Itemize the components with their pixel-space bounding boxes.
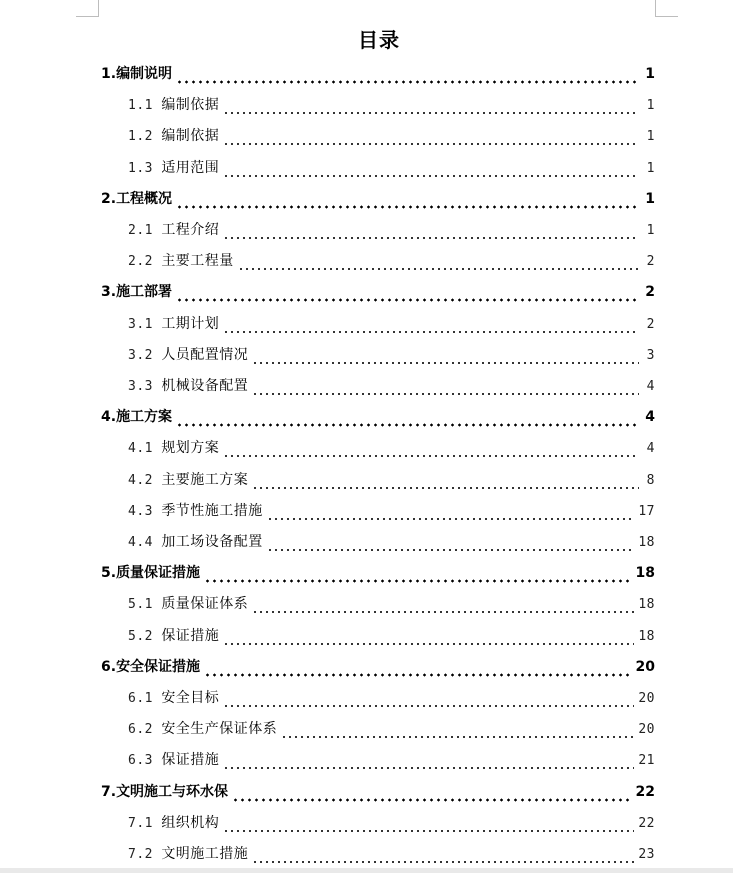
toc-entry-title: 安全生产保证体系	[161, 721, 278, 738]
toc-dot-leader	[176, 297, 639, 303]
toc-entry-title: 质量保证措施	[116, 565, 201, 582]
toc-entry[interactable]	[128, 812, 655, 834]
toc-entry[interactable]	[101, 562, 655, 584]
toc-entry-title: 保证措施	[161, 752, 220, 769]
toc-entry-title: 机械设备配置	[161, 378, 249, 394]
toc-entry-number: 7.2	[128, 847, 162, 862]
toc-entry-page-number: 1	[645, 190, 655, 207]
toc-entry-title: 加工场设备配置	[161, 534, 263, 550]
toc-dot-leader	[176, 204, 639, 210]
toc-entry-number: 2.2	[128, 254, 162, 270]
toc-entry[interactable]	[101, 781, 655, 803]
toc-entry-title: 质量保证体系	[161, 596, 249, 613]
toc-entry-number: 2.1	[128, 223, 162, 238]
toc-entry-page-number: 1	[646, 223, 655, 238]
toc-entry-page-number: 23	[638, 847, 655, 862]
toc-entry[interactable]	[101, 406, 655, 428]
toc-entry-page-number: 20	[638, 691, 655, 706]
toc-entry-number: 2.	[101, 190, 117, 207]
toc-dot-leader	[223, 141, 639, 147]
toc-entry-page-number: 1	[646, 129, 655, 145]
toc-entry-page-number: 1	[646, 98, 655, 114]
toc-dot-leader	[223, 641, 634, 647]
toc-entry-number: 4.	[101, 409, 117, 426]
toc-entry-number: 3.1	[128, 316, 162, 332]
toc-entry-page-number: 4	[646, 379, 655, 394]
toc-entry[interactable]	[128, 344, 655, 366]
toc-entry-number: 4.1	[128, 441, 162, 457]
toc-entry-number: 6.3	[128, 753, 162, 769]
toc-entry[interactable]	[128, 531, 655, 553]
toc-entry-page-number: 1	[645, 66, 655, 82]
toc-dot-leader	[223, 765, 634, 771]
toc-entry[interactable]	[101, 281, 655, 303]
toc-entry-page-number: 2	[646, 316, 655, 332]
toc-entry[interactable]	[128, 219, 655, 241]
toc-entry-page-number: 3	[646, 347, 655, 363]
toc-entry-title: 工程介绍	[161, 222, 220, 238]
toc-dot-leader	[223, 235, 639, 241]
crop-mark-top-right	[655, 0, 656, 16]
toc-dot-leader	[223, 453, 639, 459]
toc-entry-title: 季节性施工措施	[161, 502, 263, 519]
toc-entry-number: 5.1	[128, 597, 162, 613]
toc-entry-number: 3.3	[128, 379, 162, 394]
toc-entry-page-number: 2	[646, 254, 655, 270]
toc-entry-page-number: 21	[638, 753, 655, 769]
toc-dot-leader	[223, 110, 639, 116]
toc-entry-number: 5.	[101, 565, 117, 582]
toc-entry[interactable]	[128, 500, 655, 522]
toc-entry-title: 文明施工与环水保	[116, 783, 229, 800]
toc-entry[interactable]	[128, 125, 655, 147]
toc-entry-number: 1.1	[128, 98, 162, 114]
toc-entry-number: 3.2	[128, 347, 162, 363]
toc-entry-page-number: 1	[646, 160, 655, 176]
crop-mark-top-left	[98, 0, 99, 16]
toc-entry-number: 6.	[101, 658, 117, 675]
toc-entry-title: 文明施工措施	[161, 846, 249, 862]
toc-entry-number: 4.2	[128, 472, 162, 488]
toc-entry[interactable]	[128, 718, 655, 740]
toc-dot-leader	[281, 734, 634, 740]
toc-entry-number: 7.	[101, 783, 117, 800]
crop-mark-top-left	[76, 16, 99, 17]
toc-entry[interactable]	[128, 843, 655, 865]
toc-entry-title: 工程概况	[116, 190, 173, 207]
toc-entry-title: 施工部署	[116, 284, 173, 301]
toc-entry-title: 工期计划	[161, 315, 220, 332]
toc-entry-page-number: 18	[638, 597, 655, 613]
toc-entry-number: 6.2	[128, 722, 162, 738]
toc-entry[interactable]	[128, 469, 655, 491]
toc-entry-title: 编制依据	[161, 97, 220, 114]
toc-entry[interactable]	[128, 687, 655, 709]
toc-entry-number: 1.	[101, 66, 117, 82]
toc-entry-title: 施工方案	[116, 409, 173, 426]
toc-entry-page-number: 22	[635, 783, 655, 800]
toc-entry-page-number: 20	[635, 658, 655, 675]
toc-dot-leader	[223, 173, 639, 179]
toc-dot-leader	[267, 516, 635, 522]
toc-entry-title: 适用范围	[161, 159, 220, 176]
toc-dot-leader	[204, 578, 631, 584]
toc-entry-number: 1.2	[128, 129, 162, 145]
toc-entry-page-number: 22	[638, 815, 655, 831]
toc-entry[interactable]	[128, 749, 655, 771]
toc-entry-page-number: 18	[638, 628, 655, 644]
toc-entry[interactable]	[128, 437, 655, 459]
toc-entry-title: 人员配置情况	[161, 346, 249, 363]
toc-entry-number: 4.4	[128, 535, 162, 550]
toc-dot-leader	[267, 547, 635, 553]
toc-dot-leader	[223, 703, 634, 709]
toc-dot-leader	[252, 609, 634, 615]
toc-entry-page-number: 18	[635, 565, 655, 582]
toc-entry-title: 规划方案	[161, 440, 220, 457]
toc-entry[interactable]	[128, 313, 655, 335]
toc-dot-leader	[252, 360, 639, 366]
toc-entry-page-number: 8	[646, 472, 655, 488]
toc-dot-leader	[252, 859, 634, 865]
toc-dot-leader	[232, 797, 631, 803]
crop-mark-top-right	[655, 16, 678, 17]
toc-entry-title: 主要工程量	[161, 253, 234, 270]
toc-entry-title: 编制说明	[116, 66, 173, 82]
toc-entry[interactable]	[128, 157, 655, 179]
toc-entry[interactable]	[101, 188, 655, 210]
toc-entry-number: 6.1	[128, 691, 162, 706]
toc-entry[interactable]	[128, 250, 655, 272]
toc-entry-number: 5.2	[128, 628, 162, 644]
toc-dot-leader	[176, 422, 639, 428]
toc-entry-number: 4.3	[128, 503, 162, 519]
page-bottom-edge	[0, 868, 733, 873]
toc-entry[interactable]	[128, 593, 655, 615]
toc-title: 目录	[358, 28, 400, 52]
toc-entry[interactable]	[128, 375, 655, 397]
toc-entry-number: 7.1	[128, 815, 162, 831]
toc-entry-page-number: 18	[638, 535, 655, 550]
toc-entry-page-number: 20	[638, 722, 655, 738]
toc-entry-number: 1.3	[128, 160, 162, 176]
toc-dot-leader	[252, 391, 639, 397]
toc-entry[interactable]	[128, 625, 655, 647]
toc-entry-page-number: 4	[646, 441, 655, 457]
toc-dot-leader	[223, 329, 639, 335]
toc-entry-page-number: 2	[645, 284, 655, 301]
toc-entry-title: 保证措施	[161, 627, 220, 644]
toc-entry-title: 安全保证措施	[116, 658, 201, 675]
toc-entry-page-number: 4	[645, 409, 655, 426]
toc-entry-title: 组织机构	[161, 814, 220, 831]
toc-dot-leader	[252, 485, 639, 491]
toc-entry-title: 主要施工方案	[161, 471, 249, 488]
toc-entry-title: 编制依据	[161, 128, 220, 145]
toc-dot-leader	[238, 266, 639, 272]
toc-entry-title: 安全目标	[161, 690, 220, 706]
toc-entry-page-number: 17	[638, 503, 655, 519]
toc-entry[interactable]	[128, 94, 655, 116]
toc-dot-leader	[204, 672, 631, 678]
toc-entry[interactable]	[101, 656, 655, 678]
toc-entry[interactable]	[101, 63, 655, 85]
toc-dot-leader	[176, 79, 639, 85]
toc-dot-leader	[223, 828, 634, 834]
toc-entry-number: 3.	[101, 284, 117, 301]
